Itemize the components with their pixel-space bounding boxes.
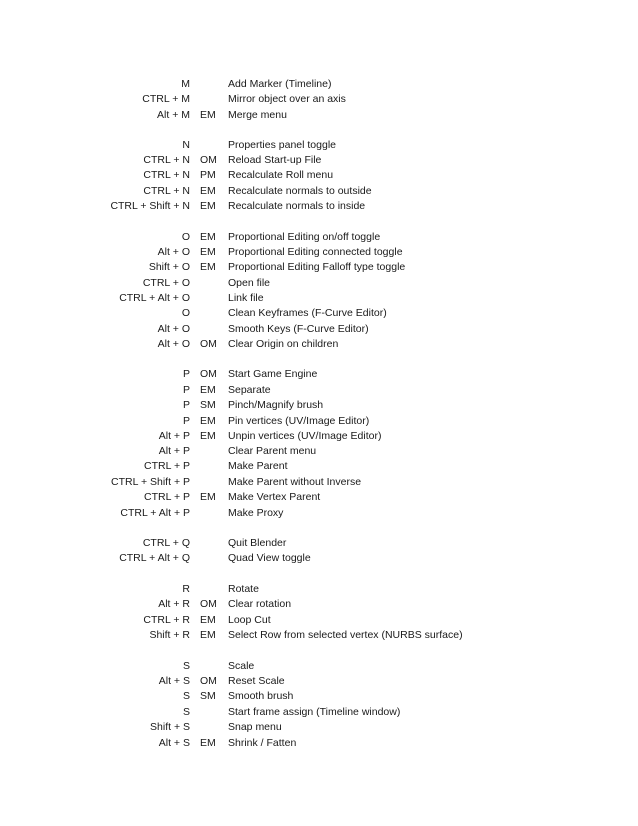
shortcut-description: Open file <box>228 277 271 289</box>
shortcut-row <box>0 77 638 92</box>
shortcut-description: Add Marker (Timeline) <box>228 78 332 90</box>
shortcut-description: Clear Parent menu <box>228 445 317 457</box>
shortcut-key: O <box>181 307 190 319</box>
shortcut-key: CTRL + N <box>143 154 190 166</box>
shortcut-description: Mirror object over an axis <box>228 93 346 105</box>
shortcut-key: Shift + S <box>150 721 190 733</box>
shortcut-row <box>0 705 638 720</box>
shortcut-key: M <box>181 78 190 90</box>
shortcut-row <box>0 475 638 490</box>
shortcut-row <box>0 414 638 429</box>
shortcut-mode: EM <box>200 246 216 258</box>
shortcut-row <box>0 659 638 674</box>
shortcut-key: Alt + M <box>157 109 190 121</box>
shortcut-key: S <box>182 660 190 672</box>
shortcut-key: Alt + P <box>158 430 190 442</box>
shortcut-row <box>0 674 638 689</box>
shortcut-mode: EM <box>200 629 216 641</box>
shortcut-description: Pin vertices (UV/Image Editor) <box>228 415 370 427</box>
shortcut-key: P <box>182 415 190 427</box>
shortcut-row <box>0 582 638 597</box>
shortcut-key: CTRL + Alt + P <box>120 507 190 519</box>
shortcut-mode: EM <box>200 200 216 212</box>
shortcut-key: O <box>181 231 190 243</box>
shortcut-row <box>0 506 638 521</box>
shortcut-mode: EM <box>200 614 216 626</box>
shortcut-mode: OM <box>200 154 217 166</box>
shortcut-key: CTRL + Alt + Q <box>119 552 190 564</box>
shortcut-row <box>0 92 638 107</box>
shortcut-row <box>0 597 638 612</box>
shortcut-key: Alt + P <box>158 445 190 457</box>
shortcut-description: Recalculate Roll menu <box>228 169 334 181</box>
shortcut-description: Proportional Editing Falloff type toggle <box>228 261 406 273</box>
shortcut-row <box>0 628 638 643</box>
shortcut-description: Properties panel toggle <box>228 139 336 151</box>
shortcut-description: Clean Keyframes (F-Curve Editor) <box>228 307 387 319</box>
shortcut-mode: PM <box>200 169 216 181</box>
shortcut-key: Alt + O <box>157 338 190 350</box>
shortcut-description: Reload Start-up File <box>228 154 322 166</box>
shortcut-key: S <box>182 690 190 702</box>
shortcut-description: Reset Scale <box>228 675 285 687</box>
shortcut-mode: EM <box>200 185 216 197</box>
shortcut-row <box>0 536 638 551</box>
shortcut-description: Select Row from selected vertex (NURBS surface) <box>228 629 463 641</box>
shortcut-description: Pinch/Magnify brush <box>228 399 324 411</box>
shortcut-row <box>0 230 638 245</box>
shortcut-description: Clear rotation <box>228 598 292 610</box>
shortcut-row <box>0 720 638 735</box>
shortcut-description: Smooth brush <box>228 690 294 702</box>
shortcut-row <box>0 613 638 628</box>
shortcut-row <box>0 444 638 459</box>
shortcut-row <box>0 306 638 321</box>
shortcut-key: Alt + O <box>157 323 190 335</box>
shortcut-row <box>0 551 638 566</box>
shortcut-description: Start frame assign (Timeline window) <box>228 706 401 718</box>
shortcut-key: CTRL + R <box>143 614 190 626</box>
shortcut-description: Link file <box>228 292 264 304</box>
shortcut-description: Smooth Keys (F-Curve Editor) <box>228 323 369 335</box>
shortcut-description: Clear Origin on children <box>228 338 339 350</box>
shortcut-description: Loop Cut <box>228 614 271 626</box>
shortcut-description: Shrink / Fatten <box>228 737 297 749</box>
shortcut-mode: OM <box>200 338 217 350</box>
shortcut-key: Alt + S <box>158 737 190 749</box>
shortcut-row <box>0 367 638 382</box>
shortcut-mode: OM <box>200 368 217 380</box>
shortcut-row <box>0 153 638 168</box>
shortcut-mode: EM <box>200 491 216 503</box>
shortcut-description: Scale <box>228 660 255 672</box>
shortcut-row <box>0 337 638 352</box>
shortcut-description: Make Parent <box>228 460 288 472</box>
shortcut-description: Recalculate normals to outside <box>228 185 372 197</box>
shortcut-mode: SM <box>200 690 216 702</box>
shortcut-mode: EM <box>200 384 216 396</box>
shortcut-key: P <box>182 368 190 380</box>
shortcut-key: R <box>182 583 190 595</box>
shortcut-key: CTRL + Shift + P <box>111 476 190 488</box>
shortcut-key: CTRL + M <box>142 93 190 105</box>
shortcut-row <box>0 245 638 260</box>
shortcut-mode: EM <box>200 109 216 121</box>
shortcut-key: P <box>182 384 190 396</box>
shortcut-key: CTRL + P <box>144 460 190 472</box>
shortcut-key: CTRL + N <box>143 169 190 181</box>
shortcut-row <box>0 291 638 306</box>
shortcut-key: Alt + S <box>158 675 190 687</box>
shortcut-key: CTRL + P <box>144 491 190 503</box>
shortcut-description: Start Game Engine <box>228 368 318 380</box>
shortcut-row <box>0 736 638 751</box>
shortcut-description: Recalculate normals to inside <box>228 200 366 212</box>
shortcut-key: N <box>182 139 190 151</box>
shortcut-description: Separate <box>228 384 271 396</box>
shortcut-row <box>0 429 638 444</box>
shortcut-row <box>0 398 638 413</box>
shortcut-row <box>0 108 638 123</box>
shortcut-row <box>0 383 638 398</box>
shortcut-mode: OM <box>200 598 217 610</box>
shortcut-description: Unpin vertices (UV/Image Editor) <box>228 430 382 442</box>
shortcut-row <box>0 322 638 337</box>
shortcut-key: Shift + O <box>148 261 190 273</box>
shortcut-row <box>0 276 638 291</box>
shortcut-mode: SM <box>200 399 216 411</box>
shortcut-description: Make Parent without Inverse <box>228 476 362 488</box>
shortcut-key: CTRL + N <box>143 185 190 197</box>
shortcut-description: Proportional Editing on/off toggle <box>228 231 381 243</box>
shortcut-key: Alt + R <box>158 598 190 610</box>
shortcut-row <box>0 184 638 199</box>
shortcut-key: CTRL + Shift + N <box>110 200 190 212</box>
shortcut-row <box>0 260 638 275</box>
shortcut-row <box>0 459 638 474</box>
shortcut-row <box>0 490 638 505</box>
shortcut-description: Merge menu <box>228 109 287 121</box>
shortcut-description: Proportional Editing connected toggle <box>228 246 403 258</box>
shortcut-key: Alt + O <box>157 246 190 258</box>
shortcut-key: P <box>182 399 190 411</box>
shortcut-row <box>0 689 638 704</box>
shortcut-key: Shift + R <box>149 629 190 641</box>
shortcut-row <box>0 168 638 183</box>
shortcut-key: CTRL + Alt + O <box>119 292 190 304</box>
shortcut-description: Make Proxy <box>228 507 284 519</box>
shortcut-mode: EM <box>200 231 216 243</box>
shortcut-mode: EM <box>200 261 216 273</box>
shortcut-description: Quad View toggle <box>228 552 311 564</box>
shortcut-description: Rotate <box>228 583 259 595</box>
shortcut-row <box>0 199 638 214</box>
shortcut-mode: EM <box>200 430 216 442</box>
shortcut-row <box>0 138 638 153</box>
shortcut-description: Make Vertex Parent <box>228 491 321 503</box>
shortcut-mode: EM <box>200 737 216 749</box>
shortcut-key: CTRL + Q <box>142 537 190 549</box>
shortcut-mode: EM <box>200 415 216 427</box>
shortcut-key: S <box>182 706 190 718</box>
shortcut-key: CTRL + O <box>142 277 190 289</box>
shortcut-description: Snap menu <box>228 721 282 733</box>
shortcut-description: Quit Blender <box>228 537 287 549</box>
shortcut-mode: OM <box>200 675 217 687</box>
